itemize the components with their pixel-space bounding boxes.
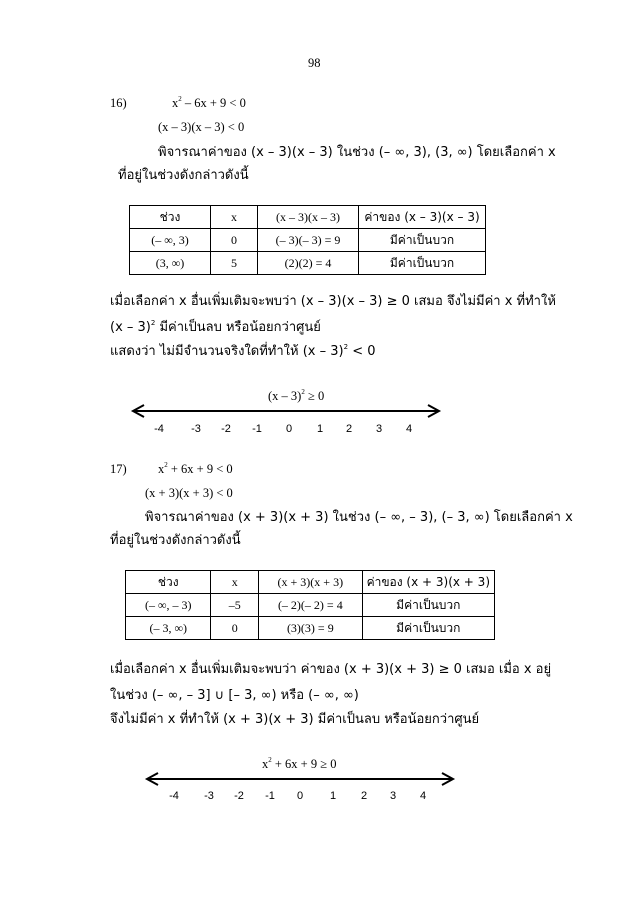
problem-16-numberline-label: (x – 3)$^2$ ≥ 0 (268, 388, 325, 403)
tick-label: 1 (329, 790, 337, 802)
table-cell: 5 (211, 252, 258, 275)
tick-label: -4 (154, 423, 164, 435)
problem-17-conclusion-line1: เมื่อเลือกค่า x อื่นเพิ่มเติมจะพบว่า ค่าของ (x + 3)(x + 3) ≥ 0 เสมอ เมื่อ x อยู่ (110, 662, 552, 677)
table-cell: (– 2)(– 2) = 4 (259, 594, 363, 617)
table-header-row (130, 206, 486, 229)
page-number: 98 (308, 56, 321, 70)
problem-16-conclusion-line2: (x – 3)$^2$ มีค่าเป็นลบ หรือน้อยกว่าศูนย์ (110, 319, 321, 335)
table-row (130, 229, 486, 252)
tick-label: 4 (405, 423, 413, 435)
tick-label: -2 (221, 423, 231, 435)
problem-17-consider-line1: พิจารณาค่าของ (x + 3)(x + 3) ในช่วง (– ∞, – 3), (– 3, ∞) โดยเลือกค่า x (145, 510, 573, 525)
problem-17-consider-line2: ที่อยู่ในช่วงดังกล่าวดังนี้ (110, 533, 241, 548)
table-cell: มีค่าเป็นบวก (362, 617, 494, 640)
table-cell: (– 3)(– 3) = 9 (258, 229, 359, 252)
table-row (126, 617, 495, 640)
table-cell: มีค่าเป็นบวก (362, 594, 494, 617)
tick-label: 2 (345, 423, 353, 435)
tick-label: 2 (360, 790, 368, 802)
tick-label: 4 (419, 790, 427, 802)
table-cell: –5 (211, 594, 259, 617)
problem-17-factored: (x + 3)(x + 3) < 0 (145, 486, 233, 500)
tick-label: 0 (285, 423, 293, 435)
tick-label: -4 (169, 790, 179, 802)
problem-17-number-line (144, 772, 456, 786)
table-cell: (– ∞, – 3) (126, 594, 211, 617)
problem-16-consider-line2: ที่อยู่ในช่วงดังกล่าวดังนี้ (118, 168, 249, 183)
tick-label: -3 (191, 423, 201, 435)
col-header-value: ค่าของ (x + 3)(x + 3) (362, 571, 494, 594)
tick-label: -3 (204, 790, 214, 802)
table-row (130, 252, 486, 275)
table-header-row (126, 571, 495, 594)
table-cell: มีค่าเป็นบวก (359, 252, 486, 275)
problem-16-conclusion-line1: เมื่อเลือกค่า x อื่นเพิ่มเติมจะพบว่า (x – 3)(x – 3) ≥ 0 เสมอ จึงไม่มีค่า x ที่ทำให้ (110, 294, 556, 309)
tick-label: 0 (296, 790, 304, 802)
col-header-product: (x – 3)(x – 3) (258, 206, 359, 229)
tick-label: -1 (252, 423, 262, 435)
tick-label: 1 (316, 423, 324, 435)
col-header-value: ค่าของ (x – 3)(x – 3) (359, 206, 486, 229)
problem-16-inequality: $x^2 - 6x + 9 < 0$ (172, 95, 246, 110)
table-row (126, 594, 495, 617)
problem-16-number-line (130, 404, 442, 418)
col-header-x: x (211, 571, 259, 594)
problem-16-number: 16) (110, 96, 127, 110)
table-cell: (2)(2) = 4 (258, 252, 359, 275)
table-cell: 0 (211, 617, 259, 640)
problem-17-number: 17) (110, 462, 127, 476)
table-cell: (3, ∞) (130, 252, 211, 275)
problem-17-conclusion-line2: ในช่วง (– ∞, – 3] ∪ [– 3, ∞) หรือ (– ∞, ∞) (110, 688, 359, 703)
problem-16-factored: (x – 3)(x – 3) < 0 (158, 120, 245, 134)
tick-label: 3 (389, 790, 397, 802)
col-header-product: (x + 3)(x + 3) (259, 571, 363, 594)
table-cell: (– 3, ∞) (126, 617, 211, 640)
col-header-x: x (211, 206, 258, 229)
tick-label: 3 (375, 423, 383, 435)
problem-17-inequality: $x^2 + 6x + 9 < 0$ (158, 461, 233, 476)
tick-label: -2 (234, 790, 244, 802)
col-header-interval: ช่วง (126, 571, 211, 594)
col-header-interval: ช่วง (130, 206, 211, 229)
tick-label: -1 (265, 790, 275, 802)
problem-16-conclusion-line3: แสดงว่า ไม่มีจำนวนจริงใดที่ทำให้ (x – 3)$^2$ < 0 (110, 343, 376, 359)
problem-16-sign-table (129, 205, 486, 275)
table-cell: (– ∞, 3) (130, 229, 211, 252)
table-cell: 0 (211, 229, 258, 252)
problem-17-conclusion-line3: จึงไม่มีค่า x ที่ทำให้ (x + 3)(x + 3) มีค่าเป็นลบ หรือน้อยกว่าศูนย์ (110, 712, 480, 727)
table-cell: (3)(3) = 9 (259, 617, 363, 640)
problem-16-consider-line1: พิจารณาค่าของ (x – 3)(x – 3) ในช่วง (– ∞, 3), (3, ∞) โดยเลือกค่า x (158, 145, 556, 160)
problem-17-numberline-label: $x^2 + 6x + 9 \ge 0$ (262, 756, 337, 771)
problem-17-sign-table (125, 570, 495, 640)
table-cell: มีค่าเป็นบวก (359, 229, 486, 252)
